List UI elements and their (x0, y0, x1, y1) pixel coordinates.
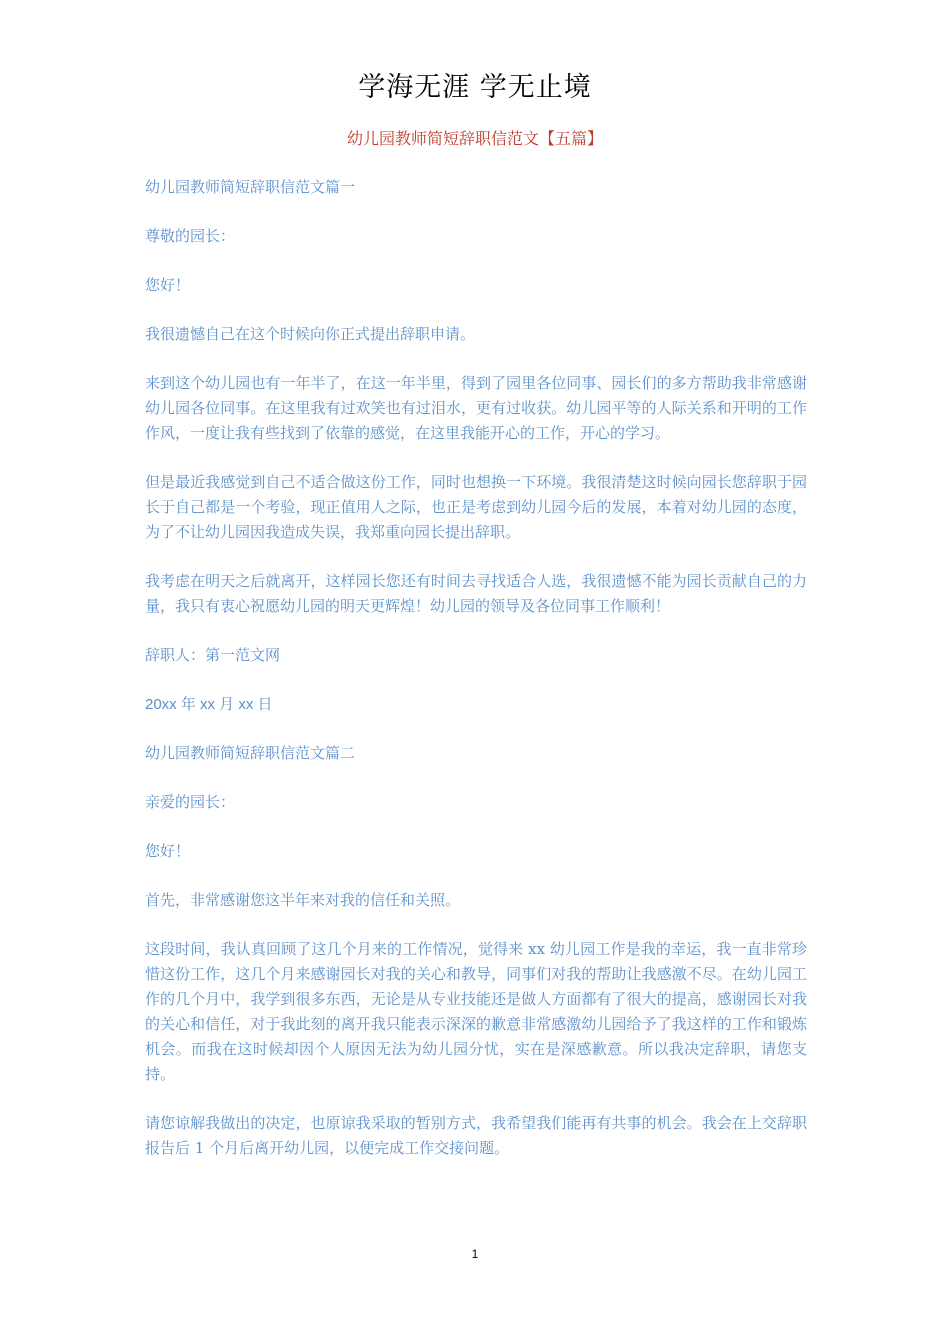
body-paragraph: 来到这个幼儿园也有一年半了，在这一年半里，得到了园里各位同事、园长们的多方帮助我非常感谢幼儿园各位同事。在这里我有过欢笑也有过泪水，更有过收获。幼儿园平等的人际关系和开明的工作作风，一度让我有些找到了依靠的感觉，在这里我能开心的工作，开心的学习。 (145, 374, 807, 442)
section-heading-2: 幼儿园教师简短辞职信范文篇二 (145, 744, 356, 762)
header-motto: 学海无涯 学无止境 (358, 72, 592, 103)
body-paragraph: 首先，非常感谢您这半年来对我的信任和关照。 (145, 891, 461, 909)
body-paragraph: 请您谅解我做出的决定，也原谅我采取的暂别方式，我希望我们能再有共事的机会。我会在上交辞职报告后 1 个月后离开幼儿园，以便完成工作交接问题。 (145, 1114, 807, 1157)
salutation: 亲爱的园长： (145, 793, 236, 811)
body-paragraph: 我考虑在明天之后就离开，这样园长您还有时间去寻找适合人选，我很遗憾不能为园长贡献自己的力量，我只有衷心祝愿幼儿园的明天更辉煌！幼儿园的领导及各位同事工作顺利！ (145, 572, 807, 615)
section-heading-1: 幼儿园教师简短辞职信范文篇一 (145, 178, 356, 196)
page-number: 1 (471, 1247, 479, 1261)
document-body (145, 175, 807, 1185)
body-paragraph: 这段时间，我认真回顾了这几个月来的工作情况，觉得来 xx 幼儿园工作是我的幸运，我一直非常珍惜这份工作，这几个月来感谢园长对我的关心和教导，同事们对我的帮助让我感激不尽。在幼儿园工作的几个月中，我学到很多东西，无论是从专业技能还是做人方面都有了很大的提高，感谢园长对我的关心和信任，对于我此刻的离开我只能表示深深的歉意非常感激幼儿园给予了我这样的工作和锻炼机会。而我在这时候却因个人原因无法为幼儿园分忧，实在是深感歉意。所以我决定辞职，请您支持。 (145, 940, 807, 1083)
body-paragraph: 但是最近我感觉到自己不适合做这份工作，同时也想换一下环境。我很清楚这时候向园长您辞职于园长于自己都是一个考验，现正值用人之际，也正是考虑到幼儿园今后的发展，本着对幼儿园的态度，为了不让幼儿园因我造成失误，我郑重向园长提出辞职。 (145, 473, 807, 541)
greeting: 您好！ (145, 842, 191, 860)
body-paragraph: 我很遗憾自己在这个时候向你正式提出辞职申请。 (145, 325, 476, 343)
signature-line: 辞职人：第一范文网 (145, 646, 281, 664)
date-line: 20xx 年 xx 月 xx 日 (145, 696, 273, 713)
document-title: 幼儿园教师简短辞职信范文【五篇】 (346, 129, 603, 148)
greeting: 您好！ (145, 276, 191, 294)
salutation: 尊敬的园长： (145, 227, 236, 245)
